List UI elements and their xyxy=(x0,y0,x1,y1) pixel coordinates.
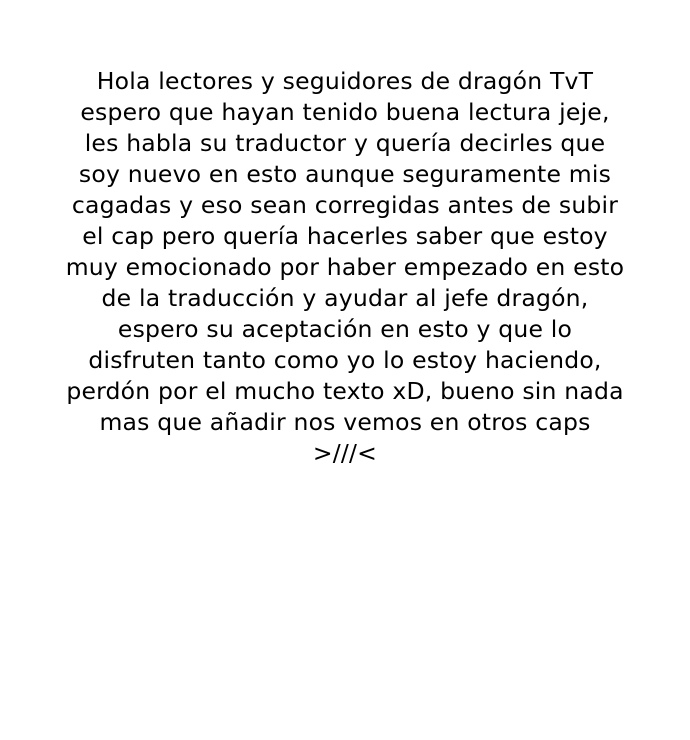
note-line: disfruten tanto como yo lo estoy haciendo, xyxy=(88,346,602,374)
note-line: les habla su traductor y quería decirles que xyxy=(84,129,606,157)
note-line: el cap pero quería hacerles saber que estoy xyxy=(82,222,608,250)
note-line: soy nuevo en esto aunque seguramente mis xyxy=(78,160,612,188)
note-line: de la traducción y ayudar al jefe dragón, xyxy=(101,284,589,312)
kaomoji: >///< xyxy=(312,439,378,467)
note-line: perdón por el mucho texto xD, bueno sin nada xyxy=(66,377,624,405)
note-line: cagadas y eso sean corregidas antes de subir xyxy=(71,191,619,219)
note-line: espero su aceptación en esto y que lo xyxy=(117,315,573,343)
note-line: espero que hayan tenido buena lectura jeje, xyxy=(80,98,610,126)
note-line: Hola lectores y seguidores de dragón TvT xyxy=(96,67,594,95)
translator-note-text xyxy=(25,66,665,469)
note-line: mas que añadir nos vemos en otros caps xyxy=(99,408,591,436)
note-line: muy emocionado por haber empezado en esto xyxy=(65,253,625,281)
